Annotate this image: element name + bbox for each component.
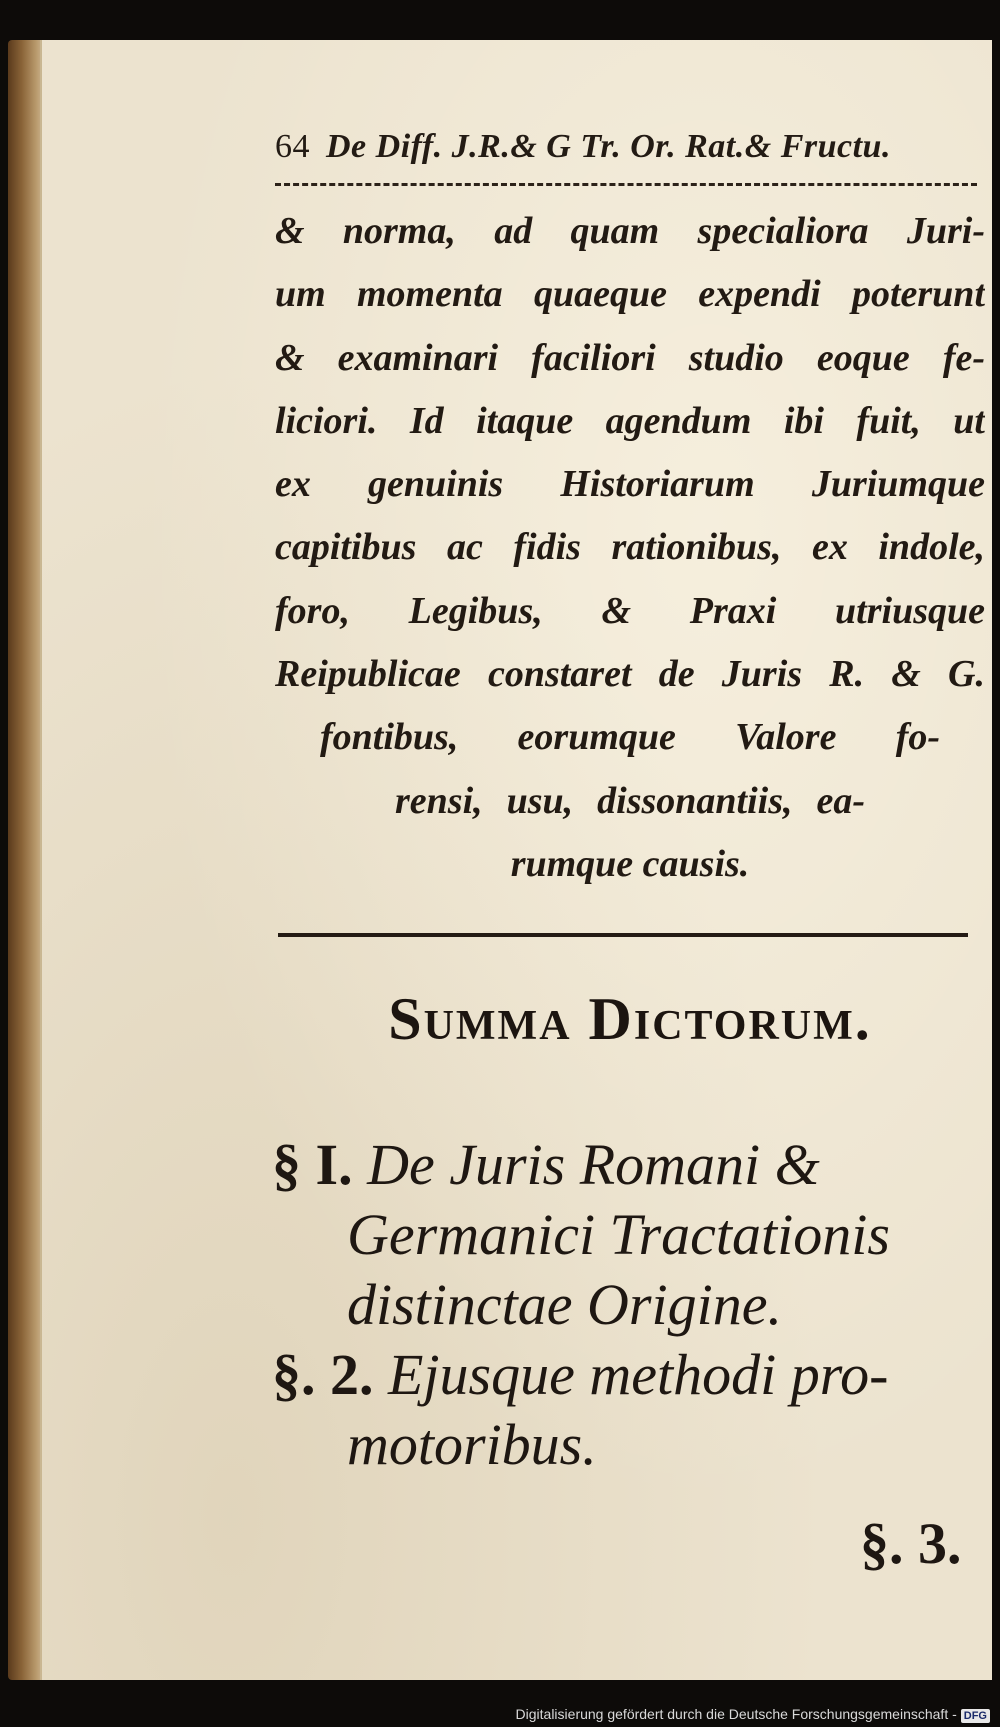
footer-text: Digitalisierung gefördert durch die Deutsche Forschungsgemeinschaft - [515,1706,957,1722]
summary-entry [272,1130,987,1340]
body-line: rumque causis. [510,842,750,885]
body-line: rensi, usu, dissonantiis, ea- [395,779,865,822]
running-head-title: De Diff. J.R.& G Tr. Or. Rat.& Fructu. [326,128,891,165]
section-mark: §. 2. [272,1342,374,1407]
summary-line: Germanici Tractationis [347,1202,890,1267]
body-line: foro, Legibus, & Praxi utriusque [275,589,985,632]
body-line: liciori. Id itaque agendum ibi fuit, ut [275,399,985,442]
summary-line: De Juris Romani & [367,1132,820,1197]
summary-line: Ejusque methodi pro- [388,1342,889,1407]
header-rule [275,183,977,186]
section-heading: Summa Dictorum. [388,986,872,1052]
section-divider [278,933,968,937]
summary-line: motoribus. [347,1412,597,1477]
summary-entry [272,1340,987,1480]
body-line: capitibus ac fidis rationibus, ex indole, [275,526,985,569]
digitization-footer [516,1706,990,1723]
dfg-logo: DFG [961,1709,990,1723]
body-line: & examinari faciliori studio eoque fe- [275,336,985,379]
catchword: §. 3. [860,1511,962,1576]
body-line: fontibus, eorumque Valore fo- [320,716,940,759]
body-line: ex genuinis Historiarum Juriumque [275,463,985,506]
body-line: Reipublicae constaret de Juris R. & G. [275,653,985,696]
section-mark: § I. [272,1132,353,1197]
page-number: 64 [275,128,310,165]
body-line: & norma, ad quam specialiora Juri- [275,210,985,252]
summary-line: distinctae Origine. [347,1272,782,1337]
running-head [275,128,975,166]
body-line: um momenta quaeque expendi poterunt [275,273,985,316]
body-paragraph [275,200,985,896]
summary-list [272,1130,987,1480]
